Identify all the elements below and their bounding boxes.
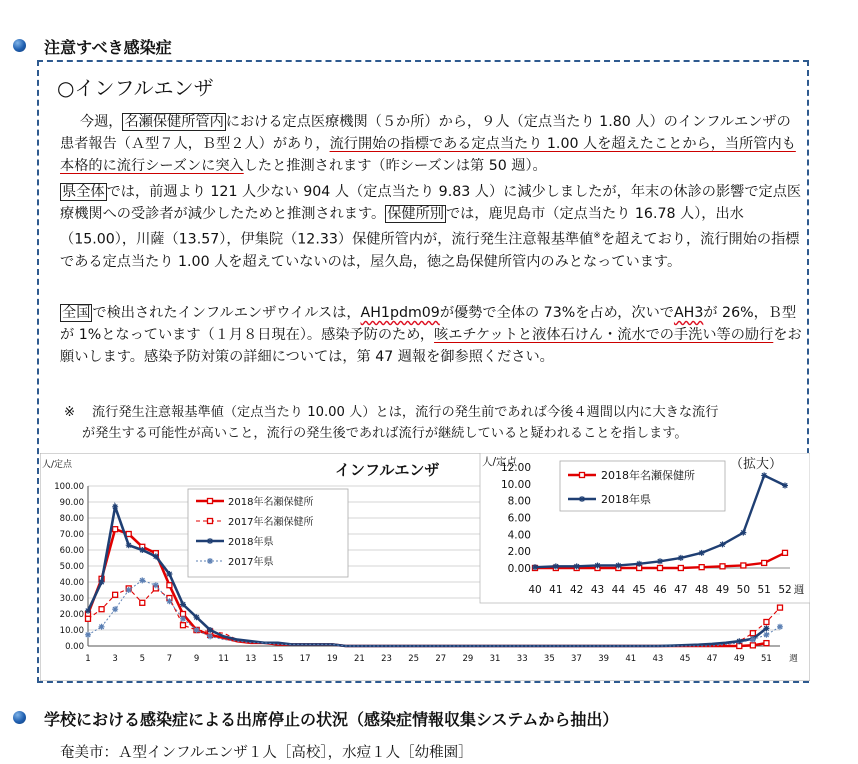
inset-legend-marker — [580, 473, 585, 478]
inset-data-point — [720, 541, 726, 547]
inset-x-tick-label: 48 — [694, 584, 709, 596]
inset-data-point — [761, 472, 767, 478]
data-point — [764, 641, 769, 646]
underline-hygiene: 咳エチケットと液体石けん・流水での手洗い等の励行 — [434, 327, 774, 343]
data-point — [99, 624, 105, 630]
inset-data-point — [783, 550, 788, 555]
inset-x-tick-label: 43 — [590, 584, 605, 596]
data-point — [99, 607, 104, 612]
section-bullet-icon — [13, 711, 26, 724]
inset-x-tick-label: 50 — [736, 584, 751, 596]
inset-y-tick-label: 0.00 — [507, 563, 531, 575]
inset-data-point — [741, 563, 746, 568]
inset-title: （拡大） — [730, 457, 783, 472]
data-point — [207, 633, 213, 639]
data-point — [778, 605, 783, 610]
inset-data-point — [532, 564, 538, 570]
underline-onset: 流行開始の指標である定点当たり 1.00 人を超えたことから，当所管内も本格的に流行シーズンに突入 — [60, 136, 796, 174]
data-point — [99, 579, 105, 585]
paragraph-3: 全国 で検出されたインフルエンザウイルスは，AH1pdm09が優勢で全体の 73%を占め，次いでAH3が 26%，Ｂ型が 1%となっています（１月８日現在）。感染予防のため，咳エチケットと液体石けん・流水での手洗い等の励行をお願いします。感染予防対策の詳細については，第 47 週報を御参照ください。 — [60, 305, 802, 365]
x-tick-label: 11 — [218, 654, 230, 664]
wavy-ah3: AH3 — [673, 305, 704, 321]
school-absence-line: 奄美市：Ａ型インフルエンザ１人［高校］，水痘１人［幼稚園］ — [60, 745, 473, 761]
inset-data-point — [615, 562, 621, 568]
y-tick-label: 50.00 — [59, 562, 84, 572]
section-title-school: 学校における感染症による出席停止の状況（感染症情報収集システムから抽出） — [44, 710, 619, 729]
y-tick-label: 40.00 — [59, 578, 84, 588]
x-tick-label: 27 — [435, 654, 447, 664]
x-tick-label: 1 — [85, 654, 91, 664]
wavy-ah1pdm09: AH1pdm09 — [360, 305, 440, 321]
x-tick-label: 41 — [625, 654, 637, 664]
chart-title: インフルエンザ — [335, 461, 440, 479]
inset-data-point — [720, 564, 725, 569]
x-tick-label: 35 — [543, 654, 555, 664]
data-point — [85, 608, 91, 614]
inset-data-point — [574, 563, 580, 569]
inset-x-tick-label: 49 — [715, 584, 730, 596]
data-point — [113, 527, 118, 532]
x-tick-label: 19 — [326, 654, 338, 664]
legend-marker — [207, 558, 213, 564]
inset-x-tick-label: 47 — [674, 584, 688, 596]
y-tick-label: 100.00 — [54, 482, 84, 492]
inset-y-tick-label: 6.00 — [507, 512, 531, 525]
inset-x-tick-label: 45 — [632, 584, 646, 596]
y-tick-label: 60.00 — [59, 546, 84, 556]
boxed-naze: 名瀬保健所管内 — [124, 114, 224, 130]
legend-marker — [208, 499, 213, 504]
x-tick-label: 13 — [245, 654, 257, 664]
data-point — [85, 632, 91, 638]
data-point — [207, 627, 213, 633]
x-tick-label: 51 — [761, 654, 772, 664]
inset-data-point — [657, 558, 663, 564]
x-tick-label: 49 — [733, 654, 745, 664]
inset-y-tick-label: 12.00 — [500, 462, 531, 474]
paragraph-1: 今週， 名瀬保健所管内 における定点医療機関（５か所）から，９人（定点当たり 1.80 人）のインフルエンザの患者報告（Ａ型７人，Ｂ型２人）があり，流行開始の指標である定点当たり 1.00 人を超えたことから，当所管内も本格的に流行シーズンに突入したと推測されます（昨シーズンは第 50 週）。 — [60, 114, 796, 174]
data-point — [167, 583, 172, 588]
data-point — [763, 632, 769, 638]
inset-x-tick-label: 41 — [549, 584, 563, 596]
data-point — [764, 620, 769, 625]
y-tick-label: 0.00 — [65, 642, 84, 652]
inset-x-tick-label: 44 — [611, 584, 626, 596]
data-point — [763, 625, 769, 631]
y-tick-label: 30.00 — [59, 594, 84, 604]
data-point — [194, 627, 200, 633]
inset-data-point — [740, 530, 746, 536]
inset-y-tick-label: 2.00 — [507, 546, 531, 559]
legend-label: 2018年県 — [228, 537, 274, 548]
x-tick-label: 週 — [789, 654, 798, 664]
data-point — [180, 616, 186, 622]
x-tick-label: 33 — [516, 654, 528, 664]
inset-y-tick-label: 10.00 — [500, 478, 531, 491]
data-point — [112, 504, 118, 510]
legend-label: 2018年名瀬保健所 — [228, 497, 314, 508]
inset-data-point — [553, 563, 559, 569]
data-point — [139, 577, 145, 583]
y-axis-title: 人/定点 — [42, 460, 73, 470]
data-point — [139, 547, 145, 553]
x-tick-label: 47 — [706, 654, 718, 664]
x-tick-label: 9 — [193, 654, 200, 664]
footnote: ※ 流行発生注意報基準値（定点当たり 10.00 人）とは，流行の発生前であれば今後４週間以内に大きな流行 が発生する可能性が高いこと，流行の発生後であれば流行が継続していると疑われることを指します。 — [64, 405, 719, 441]
x-tick-label: 3 — [112, 654, 118, 664]
data-point — [126, 587, 132, 593]
y-tick-label: 90.00 — [59, 498, 84, 508]
data-point — [112, 606, 118, 612]
y-tick-label: 80.00 — [59, 514, 84, 524]
chart-area — [40, 453, 810, 681]
legend-label: 2017年名瀬保健所 — [228, 517, 314, 528]
inset-y-tick-label: 4.00 — [507, 529, 531, 542]
data-point — [180, 601, 186, 607]
inset-data-point — [678, 566, 683, 571]
data-point — [126, 532, 131, 537]
data-point — [737, 644, 742, 649]
y-tick-label: 10.00 — [59, 626, 84, 636]
data-point — [153, 553, 159, 559]
x-tick-label: 7 — [166, 654, 173, 664]
legend-marker — [208, 519, 213, 524]
y-tick-label: 70.00 — [59, 530, 84, 540]
data-point — [750, 631, 755, 636]
paragraph-2: 県全体 では，前週より 121 人少ない 904 人（定点当たり 9.83 人）に減少しましたが，年末の休診の影響で定点医療機関への受診者が減少したためと推測されます。 保健所別 では，鹿児島市（定点当たり 16.78 人），出水（15.00），川薩（13.57），伊集院（12.33）保健所管内が，流行発生注意報基準値※を超えており，流行開始の指標である定点当たり 1.00 人を超えていないのは，屋久島，徳之島保健所管内のみとなっています。 — [60, 184, 802, 270]
inset-y-tick-label: 8.00 — [507, 495, 531, 508]
inset-legend-label: 2018年名瀬保健所 — [601, 469, 695, 482]
inset-data-point — [782, 483, 788, 489]
inset-legend-label: 2018年県 — [601, 493, 651, 506]
legend — [188, 489, 348, 577]
data-point — [140, 600, 145, 605]
legend-marker — [207, 538, 213, 544]
legend-label: 2017年県 — [228, 557, 274, 568]
x-tick-label: 23 — [381, 654, 392, 664]
inset-legend — [560, 461, 725, 511]
inset-x-tick-label: 46 — [653, 584, 667, 596]
section-title-notifiable: 注意すべき感染症 — [44, 38, 172, 57]
x-tick-label: 25 — [408, 654, 420, 664]
x-tick-label: 15 — [272, 654, 284, 664]
x-tick-label: 43 — [652, 654, 664, 664]
inset-legend-marker — [579, 496, 585, 502]
data-point — [750, 637, 756, 643]
inset-x-tick-label: 52 — [778, 584, 792, 596]
x-tick-label: 5 — [139, 654, 145, 664]
inset-data-point — [762, 560, 767, 565]
inset-data-point — [699, 550, 705, 556]
inset-data-point — [699, 565, 704, 570]
data-point — [750, 643, 755, 648]
data-point — [777, 624, 783, 630]
x-tick-label: 31 — [489, 654, 501, 664]
boxed-prefecture: 県全体 — [62, 184, 105, 200]
boxed-by-office: 保健所別 — [387, 206, 444, 222]
x-tick-label: 39 — [598, 654, 610, 664]
inset-data-point — [595, 562, 601, 568]
data-point — [86, 616, 91, 621]
inset-x-tick-label: 51 — [757, 584, 771, 596]
influenza-charts — [40, 453, 810, 681]
subheading-influenza: ○インフルエンザ — [57, 76, 214, 100]
x-tick-label: 45 — [679, 654, 691, 664]
data-point — [194, 614, 200, 620]
data-point — [113, 592, 118, 597]
inset-data-point — [636, 561, 642, 567]
data-point — [166, 598, 172, 604]
inset-data-point — [658, 566, 663, 571]
data-point — [166, 571, 172, 577]
x-tick-label: 17 — [299, 654, 311, 664]
x-tick-label: 21 — [353, 654, 365, 664]
data-point — [180, 623, 185, 628]
inset-data-point — [678, 555, 684, 561]
x-tick-label: 37 — [571, 654, 582, 664]
inset-x-axis-title: 週 — [793, 584, 805, 596]
inset-x-tick-label: 40 — [528, 584, 542, 596]
inset-y-axis-title: 人/定点 — [482, 456, 518, 468]
boxed-national: 全国 — [62, 305, 91, 321]
y-tick-label: 20.00 — [59, 610, 84, 620]
section-bullet-icon — [13, 39, 26, 52]
inset-x-tick-label: 42 — [569, 584, 584, 596]
data-point — [153, 582, 159, 588]
x-tick-label: 29 — [462, 654, 474, 664]
data-point — [126, 542, 132, 548]
